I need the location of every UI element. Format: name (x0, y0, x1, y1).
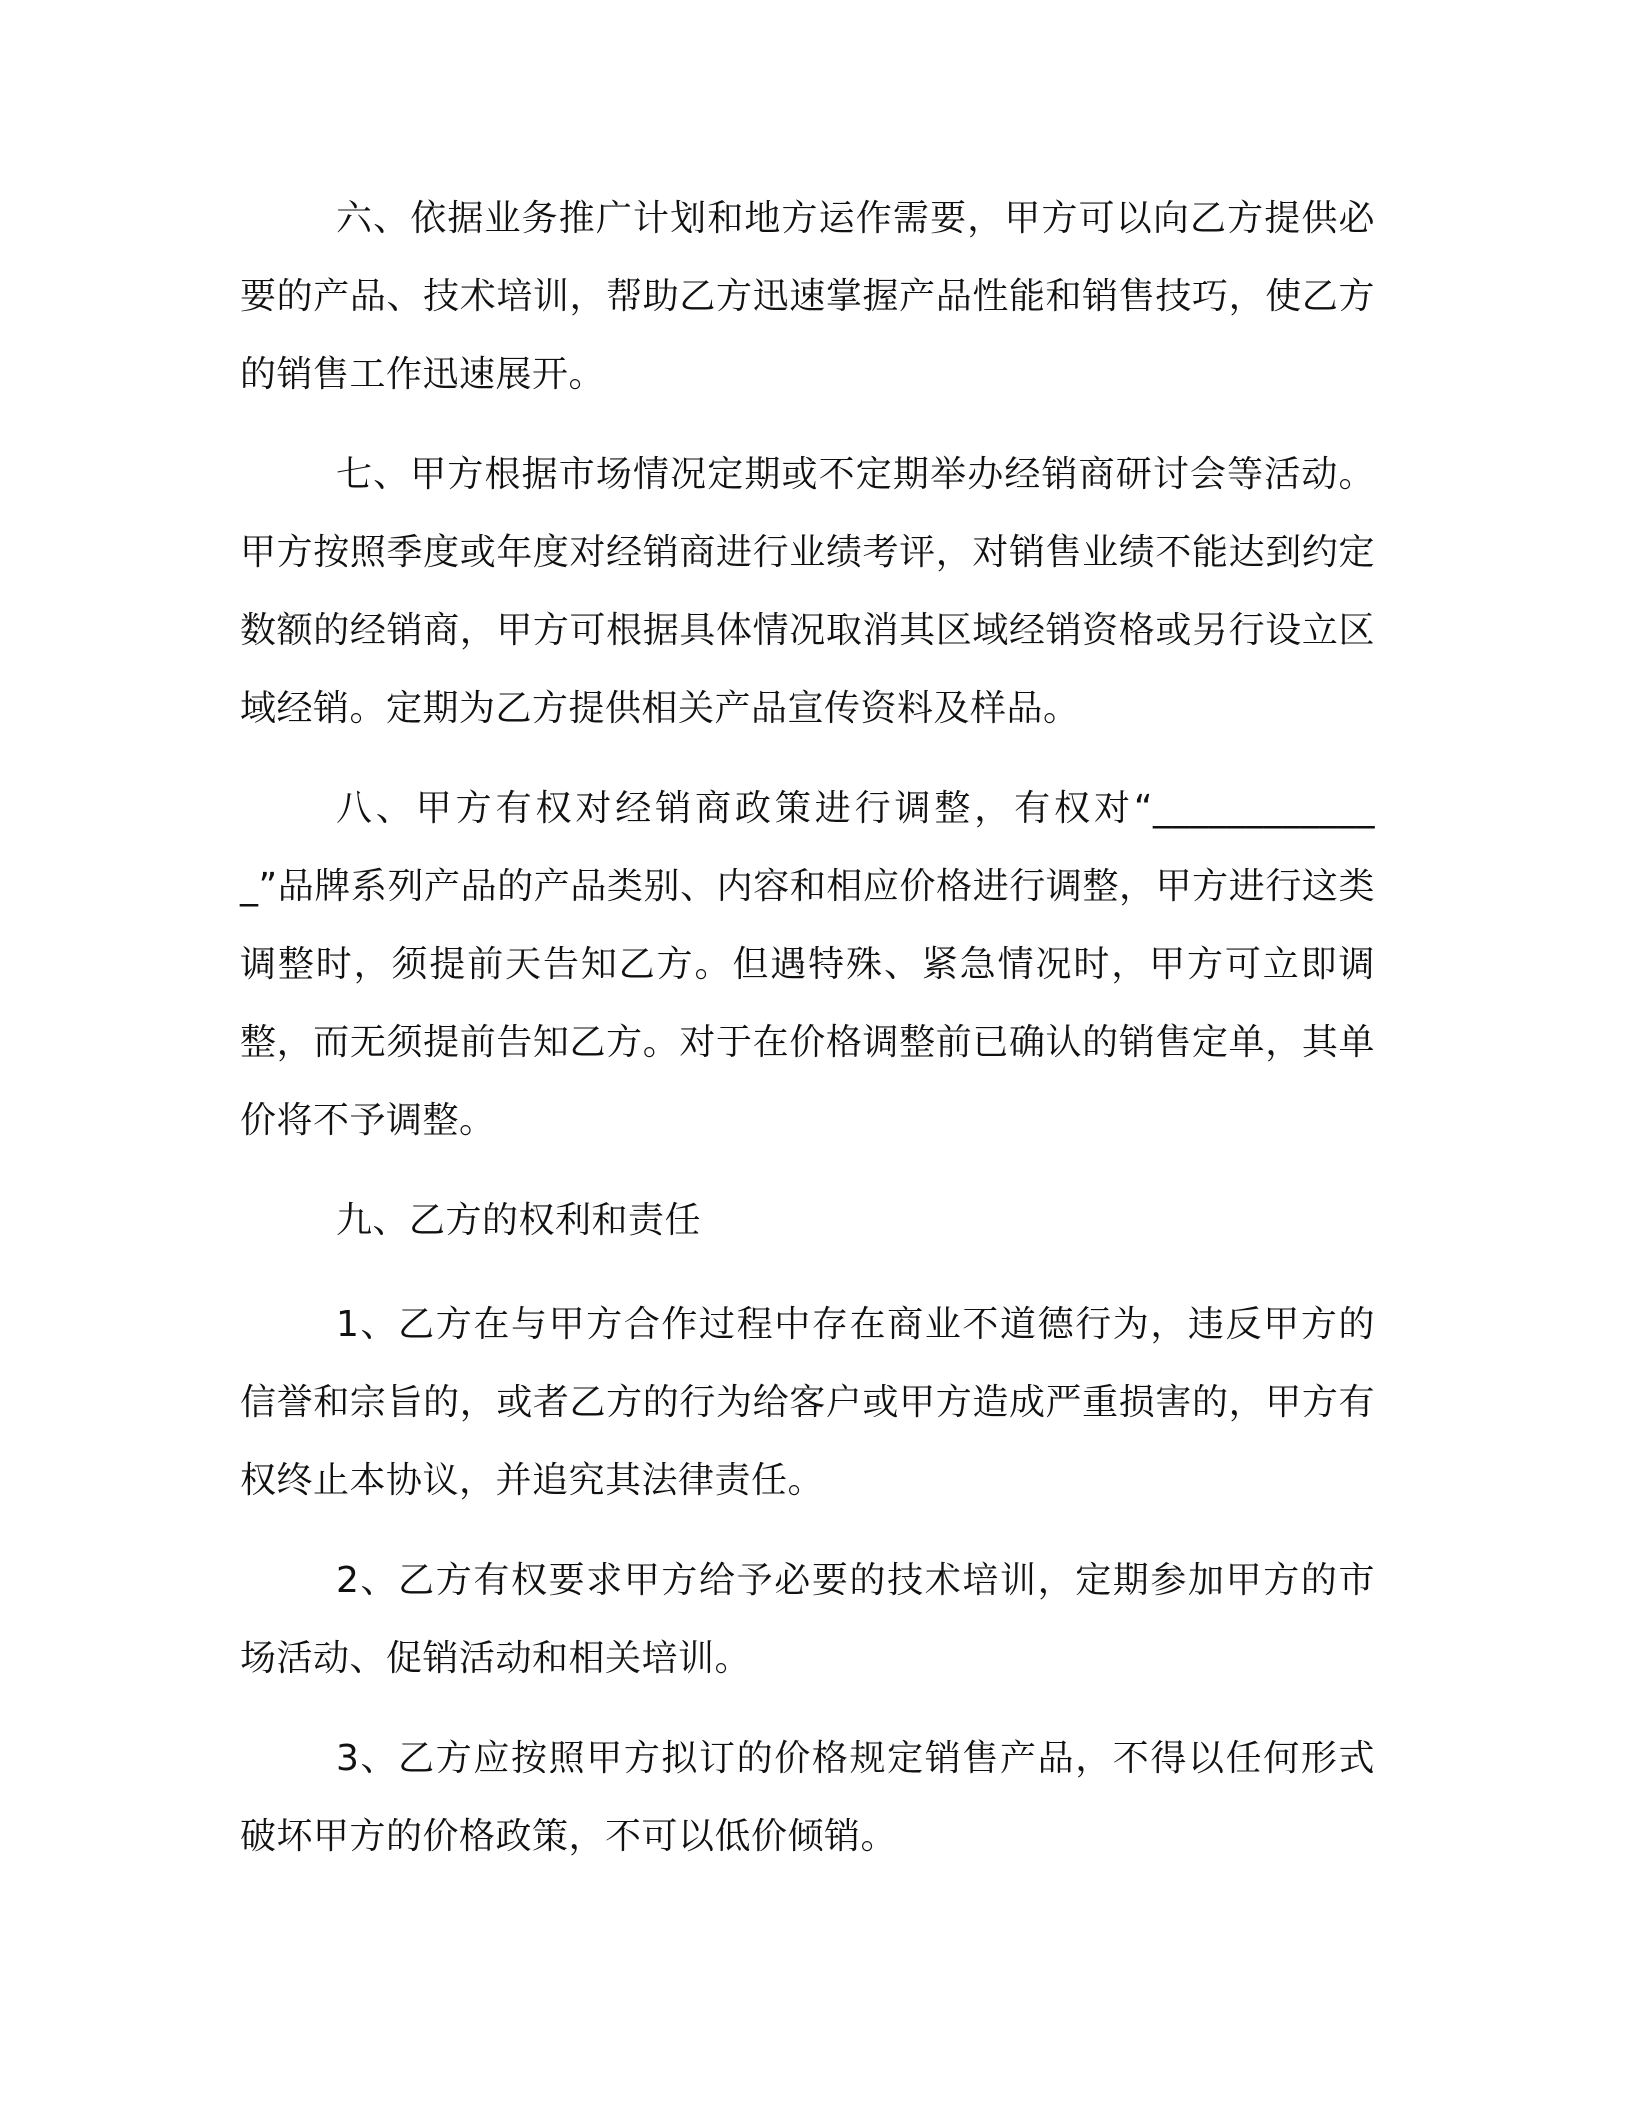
clause-9-heading: 九、乙方的权利和责任 (336, 1200, 702, 1241)
clause-9-item-3: 3、乙方应按照甲方拟订的价格规定销售产品，不得以任何形式破坏甲方的价格政策，不可以低价倾销。 (240, 1738, 1375, 1857)
clause-9-item-2: 2、乙方有权要求甲方给予必要的技术培训，定期参加甲方的市场活动、促销活动和相关培训。 (240, 1560, 1375, 1679)
document-page (240, 180, 1375, 1898)
clause-7-paragraph: 七、甲方根据市场情况定期或不定期举办经销商研讨会等活动。甲方按照季度或年度对经销商进行业绩考评，对销售业绩不能达到约定数额的经销商，甲方可根据具体情况取消其区域经销资格或另行设立区域经销。定期为乙方提供相关产品宣传资料及样品。 (240, 454, 1375, 729)
clause-6-paragraph: 六、依据业务推广计划和地方运作需要，甲方可以向乙方提供必要的产品、技术培训，帮助乙方迅速掌握产品性能和销售技巧，使乙方的销售工作迅速展开。 (240, 198, 1375, 395)
clause-9-item-1: 1、乙方在与甲方合作过程中存在商业不道德行为，违反甲方的信誉和宗旨的，或者乙方的行为给客户或甲方造成严重损害的，甲方有权终止本协议，并追究其法律责任。 (240, 1304, 1375, 1501)
clause-8-paragraph: 八、甲方有权对经销商政策进行调整，有权对“_____________”品牌系列产品的产品类别、内容和相应价格进行调整，甲方进行这类调整时，须提前天告知乙方。但遇特殊、紧急情况时，甲方可立即调整，而无须提前告知乙方。对于在价格调整前已确认的销售定单，其单价将不予调整。 (240, 788, 1375, 1141)
